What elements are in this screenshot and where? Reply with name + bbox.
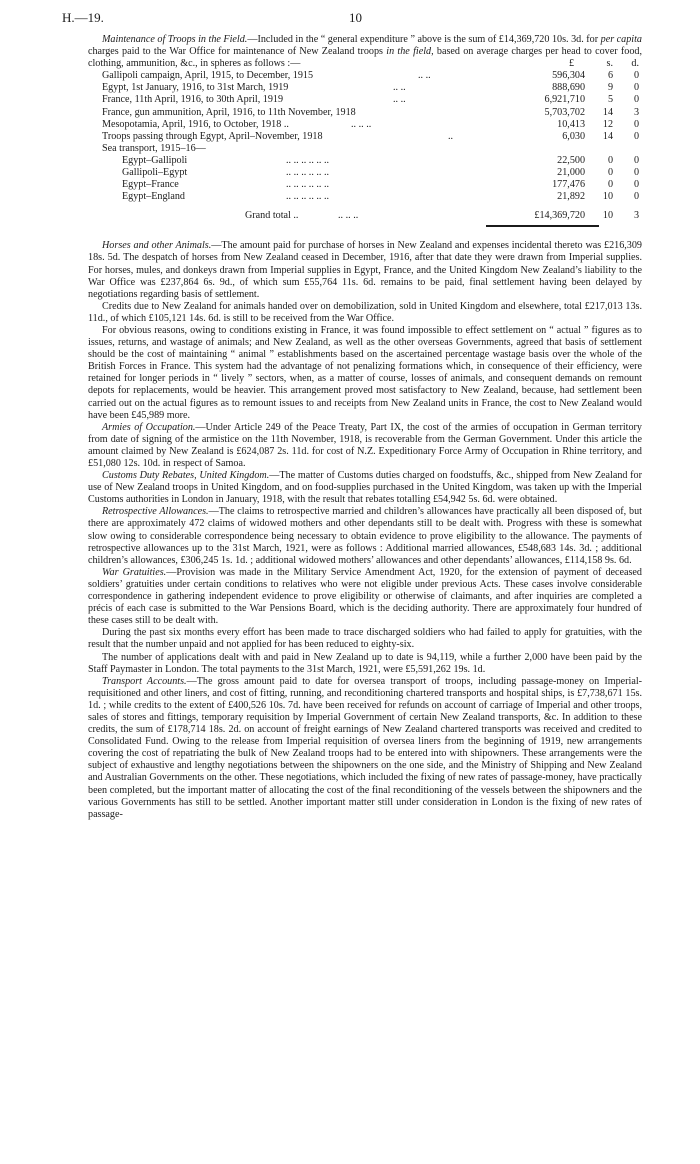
row-leaders: .. .. .. .. .. .. [286, 154, 330, 166]
row-leaders: .. .. [393, 82, 406, 94]
row-shillings: 5 [607, 94, 613, 106]
row-shillings: 9 [607, 82, 613, 94]
table-row [88, 94, 642, 106]
section-heading: Maintenance of Troops in the Field. [102, 34, 248, 45]
table-row [88, 167, 642, 179]
paragraph-heading: Customs Duty Rebates, United Kingdom. [102, 470, 270, 482]
intro-text-b: charges paid to the War Office for maintenance of New Zealand troops [88, 46, 387, 58]
page-header [62, 8, 642, 34]
row-pounds: 596,304 [552, 70, 585, 82]
row-pence: 0 [633, 82, 639, 94]
paragraph-text: —The gross amount paid to date for oversea transport of troops, including passage-money on Imperial-requisitioned and other liners, and cost of fitting, running, and reconditioning chartered transports and hospital ships, is £7,738,671 15s. 1d. ; while credits to the extent of £400,526 10s. 7d. have been received for refunds on account of carriage of Imperial and other troops, sales of stores and fittings, temporary requisition by Imperial Government of certain New Zealand transports, &c. In addition to these credits, the sum of £178,714 18s. 2d. on account of freight earnings of New Zealand chartered transports was received and credited to Consolidated Fund. Owing to the release from Imperial requisition of oversea liners from the beginning of 1919, new arrangements covering the cost of repatriating the bulk of New Zealand troops had to be entered into with shipowners. These arrangements were the subject of exhaustive and lengthy negotiations between the shipowners on the one side, and the Ministry of Shipping and New Zealand and Australian Governments on the other. These negotiations, which included the fixing of new rates of passage-money, have practically been completed, but the important matter of allocating the cost of the final reconditioning of the vessels between the shipowners and the various Governments has still to be settled. Another important matter still under consideration in London is the fixing of new rates of passage- [88, 675, 642, 820]
row-label: Egypt–Gallipoli [122, 154, 188, 166]
row-shillings: 14 [602, 130, 613, 142]
paragraph-heading: Transport Accounts. [102, 675, 187, 687]
row-label: Egypt–England [122, 191, 185, 203]
row-leaders: .. .. .. .. .. .. [286, 167, 330, 179]
paragraph [88, 325, 642, 422]
table-row [88, 119, 642, 131]
row-leaders: .. .. [418, 70, 431, 82]
row-pounds: 21,892 [557, 191, 585, 203]
row-shillings: 6 [607, 70, 613, 82]
row-leaders: .. .. .. [351, 118, 372, 130]
row-shillings: 12 [602, 118, 613, 130]
row-shillings: 14 [602, 106, 613, 118]
row-leaders: .. [448, 130, 454, 142]
intro-text-a: —Included in the “ general expenditure ” above is the sum of £14,369,720 10s. 3d. for [247, 34, 601, 45]
row-label: Egypt–France [122, 179, 179, 191]
table-row [88, 131, 642, 143]
table-row [88, 107, 642, 119]
intro-italic-b: in the field, [386, 46, 434, 58]
table-row [88, 179, 642, 191]
row-label: France, 11th April, 1916, to 30th April, 1919 [102, 94, 284, 106]
row-label: Gallipoli campaign, April, 1915, to December, 1915 [102, 70, 314, 82]
column-header-pence: d. [631, 58, 639, 70]
grand-total-leaders: .. .. .. [338, 210, 359, 222]
table-row [88, 191, 642, 203]
paragraph [88, 627, 642, 651]
paragraph-heading: Armies of Occupation. [102, 421, 196, 433]
paragraph-text: —Under Article 249 of the Peace Treaty, Part IX, the cost of the armies of occupation in German territory from date of signing of the armistice on the 11th November, 1918, is recoverable from the German Government. Under this article the amount claimed by New Zealand is £624,087 2s. 11d. for cost of N.Z. Expeditionary Force Army of Occupation in Rhine territory, and £51,080 12s. 10d. in respect of Samoa. [88, 421, 642, 469]
document-reference: H.—19. [62, 10, 104, 25]
row-pence: 0 [633, 191, 639, 203]
table-rows [88, 70, 642, 203]
row-pence: 0 [633, 179, 639, 191]
intro-italic-a: per capita [600, 34, 642, 45]
row-label: Mesopotamia, April, 1916, to October, 1918 .. [102, 118, 289, 130]
table-row [88, 155, 642, 167]
grand-total-underline [486, 225, 599, 227]
paragraph-heading: Horses and other Animals. [102, 240, 212, 252]
row-pounds: 5,703,702 [544, 106, 585, 118]
row-label: Egypt, 1st January, 1916, to 31st March, 1919 [102, 82, 289, 94]
grand-total-row [88, 210, 642, 224]
intro-text-c: based on average charges per head to cover food, clothing, ammunition, &c., in spheres as follows :— [88, 46, 642, 70]
row-pounds: 177,476 [552, 179, 585, 191]
paragraph [88, 676, 642, 821]
paragraph-text: Credits due to New Zealand for animals handed over on demobilization, sold in United Kingdom and elsewhere, total £217,013 13s. 11d., of which £105,121 14s. 6d. is still to be received from the War Office. [88, 300, 642, 324]
row-pence: 0 [633, 118, 639, 130]
row-shillings: 0 [607, 154, 613, 166]
row-pounds: 888,690 [552, 82, 585, 94]
paragraph [88, 567, 642, 627]
paragraph-text: —The amount paid for purchase of horses in New Zealand and expenses incidental thereto was £216,309 18s. 5d. The despatch of horses from New Zealand ceased in December, 1916, after that date they were drawn from Imperial supplies. For horses, mules, and donkeys drawn from Imperial supplies in Egypt, France, and the United Kingdom New Zealand’s liability to the War Office was £237,864 6s. 9d., of which sum £55,764 11s. 6d. remains to be paid, final settlement having been delayed by negotiations regarding basis of settlement. [88, 240, 642, 300]
paragraph-text: —The claims to retrospective married and children’s allowances have practically all been disposed of, but there are approximately 472 claims of widowed mothers and other dependants still to be dealt with. Progress with these is somewhat slow owing to considerable correspondence being necessary to obtain evidence to prove eligibility to the allowance. The payments of retrospective allowances up to the 31st March, 1921, were as follows : Additional married allowances, £548,683 14s. 3d. ; additional children’s allowances, £306,245 1s. 1d. ; additional widowed mothers’ allowances and other dependants’ allowances, £114,158 9s. 6d. [88, 506, 642, 566]
column-header-pounds: £ [568, 58, 574, 70]
row-pence: 0 [633, 167, 639, 179]
row-leaders: .. .. .. .. .. .. [286, 179, 330, 191]
paragraph-text: For obvious reasons, owing to conditions existing in France, it was found impossible to effect settlement on “ actual ” figures as to issues, returns, and wastage of animals; and New Zealand, as well as the other overseas Governments, agreed that basis of settlement should be the cost of maintaining “ animal ” establishments based on the ascertained percentage wastage basis over the whole of the British Forces in France. This system had the advantage of not penalizing formations which, in consequence of their efficiency, were retained for longer periods in “ lively ” sectors, when, as a matter of course, losses of animals, and consequent demands on remount depots for replacements, would be heavier. This arrangement proved most satisfactory to New Zealand, because, had settlement been carried out on the actual figures as to remount issues to and receipts from New Zealand units in France, the cost to New Zealand would have been £45,989 more. [88, 324, 642, 421]
row-label: France, gun ammunition, April, 1916, to 11th November, 1918 [102, 106, 356, 118]
paragraph [88, 506, 642, 566]
paragraph-text: —The matter of Customs duties charged on foodstuffs, &c., shipped from New Zealand for use of New Zealand troops in United Kingdom, and on food-supplies purchased in the United Kingdom, was taken up with the Imperial Customs authorities in London in January, 1918, with the result that rebates totalling £54,942 5s. 6d. were obtained. [88, 470, 642, 506]
column-header-shillings: s. [606, 58, 613, 70]
paragraph-text: —Provision was made in the Military Service Amendment Act, 1920, for the extension of payment of deceased soldiers’ gratuities under certain conditions to relatives who were not eligible under previous Acts. These cases involve considerable correspondence in gathering independent evidence to prove eligibility or otherwise of claimants, and after inquiries are completed a précis of each case is submitted to the War Pensions Board, which is the deciding authority. There are approximately four hundred of these cases still to be dealt with. [88, 566, 642, 627]
paragraph [88, 652, 642, 676]
row-label: Sea transport, 1915–16— [102, 142, 206, 154]
paragraph-heading: War Gratuities. [102, 566, 167, 578]
paragraph-heading: Retrospective Allowances. [102, 506, 209, 518]
maintenance-table [88, 58, 642, 224]
paragraph [88, 422, 642, 470]
row-leaders: .. .. .. .. .. .. [286, 191, 330, 203]
row-label: Troops passing through Egypt, April–November, 1918 [102, 130, 323, 142]
row-pence: 0 [633, 130, 639, 142]
paragraph [88, 240, 642, 300]
paragraph-text: During the past six months every effort has been made to trace discharged soldiers who had failed to apply for gratuities, with the result that the number unpaid and not applied for has been reduced to eighty-six. [88, 627, 642, 651]
grand-total-pence: 3 [633, 210, 639, 222]
row-pence: 0 [633, 70, 639, 82]
row-pounds: 21,000 [557, 167, 585, 179]
row-pence: 0 [633, 154, 639, 166]
row-pence: 3 [633, 106, 639, 118]
row-pounds: 10,413 [557, 118, 585, 130]
paragraph-text: The number of applications dealt with and paid in New Zealand up to date is 94,119, while a further 2,000 have been paid by the Staff Paymaster in London. The total payments to the 31st March, 1921, were £5,591,262 19s. 1d. [88, 651, 642, 675]
grand-total-label: Grand total .. [245, 210, 299, 222]
row-shillings: 0 [607, 179, 613, 191]
row-pounds: 6,921,710 [544, 94, 585, 106]
table-row [88, 143, 642, 155]
paragraph [88, 470, 642, 506]
row-leaders: .. .. [393, 94, 406, 106]
table-row [88, 70, 642, 82]
paragraph [88, 301, 642, 325]
grand-total-shillings: 10 [602, 210, 613, 222]
table-column-headers [88, 58, 642, 70]
row-pounds: 6,030 [562, 130, 585, 142]
row-label: Gallipoli–Egypt [122, 167, 188, 179]
row-pence: 0 [633, 94, 639, 106]
row-shillings: 0 [607, 167, 613, 179]
row-shillings: 10 [602, 191, 613, 203]
table-row [88, 82, 642, 94]
row-pounds: 22,500 [557, 154, 585, 166]
page-number: 10 [349, 10, 362, 25]
body-text [88, 240, 642, 821]
grand-total-pounds: £14,369,720 [534, 210, 585, 222]
